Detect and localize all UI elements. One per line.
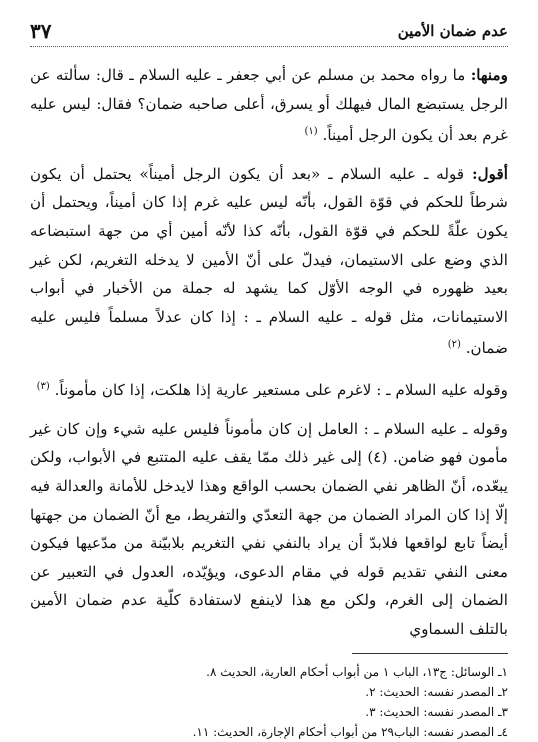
paragraph-text: وقوله ـ عليه السلام ـ : العامل إن كان مأموناً فليس عليه شيء وإن كان غير مأمون فهو ضامن. (٤) إلى غير ذلك ممّا يقف عليه المتتبع في الأبواب، ولكن يبعّده، أنّ الظاهر نفي الضمان بحسب الواقع وهذا لايدخل للأمانة والعدالة فيه إلّا إذا كان المراد الضمان من جهة التعدّي والتفريط، مع أنّ الضمان من جهتها أيضاً تابع لواقعها فلابدّ أن يراد بالنفي نفي التغريم بلابيّنة من مدّعيها فيكون معنى النفي تقديم قوله في مقام الدعوى، ويؤيّده، العدول في التعبير عن الضمان إلى الغرم، ولكن مع هذا لاينفع لاستفادة كلّية عدم ضمان الأمين بالتلف السماوي [30,419,508,638]
paragraph-text: وقوله عليه السلام ـ : لاغرم على مستعير عارية إذا هلكت، إذا كان مأموناً. [54,381,508,400]
paragraph-text: ما رواه محمد بن مسلم عن أبي جعفر ـ عليه السلام ـ قال: سألته عن الرجل يستبضع المال فيهلك أو يسرق، أعلى صاحبه ضمان؟ فقال: ليس عليه غرم بعد أن يكون الرجل أميناً. [30,66,508,145]
footnote-ref: (٢) [447,339,461,351]
footnote: ٣ـ المصدر نفسه: الحديث: ٣. [365,705,508,720]
paragraph-text: قوله ـ عليه السلام ـ «بعد أن يكون الرجل أميناً» يحتمل أن يكون شرطاً للحكم في قوّة القول، بأنّه ليس عليه غرم إذا كان أميناً، ويحتمل أن يكون علّةً للحكم في قوّة القول، بأنّه كذا لأنّه أمين أي من جهة استبضاعه الذي وضع على الاستيمان، فيدلّ على أنّ الأمين لا يدخله التغريم، لكن غير بعيد ظهوره في الوجه الأوّل كما يشهد له جملة من الأخبار في أبواب الاستيمانات، مثل قوله ـ عليه السلام ـ : إذا كان عدلاً مسلماً فليس عليه ضمان. [30,164,508,358]
footnote-ref: (١) [304,126,318,138]
page-number: ٣٧ [30,19,52,43]
paragraph-lead: ومنها: [470,66,508,84]
footnote: ٤ـ المصدر نفسه: الباب٢٩ من أبواب أحكام الإجارة، الحديث: ١١. [192,725,508,740]
paragraph [30,415,508,644]
paragraph [30,61,508,150]
footnote-ref: (٣) [36,381,50,393]
paragraph [30,373,508,405]
page-header [30,18,508,47]
book-page [30,18,508,742]
paragraph-lead: أقول: [472,164,508,183]
running-title: عدم ضمان الأمين [397,22,508,40]
footnote-separator [352,653,508,654]
paragraph [30,160,508,363]
body-text [30,61,508,643]
footnote: ٢ـ المصدر نفسه: الحديث: ٢. [365,685,508,700]
footnotes [30,662,508,742]
footnote: ١ـ الوسائل: ج١٣، الباب ١ من أبواب أحكام العارية، الحديث ٨. [206,665,508,680]
